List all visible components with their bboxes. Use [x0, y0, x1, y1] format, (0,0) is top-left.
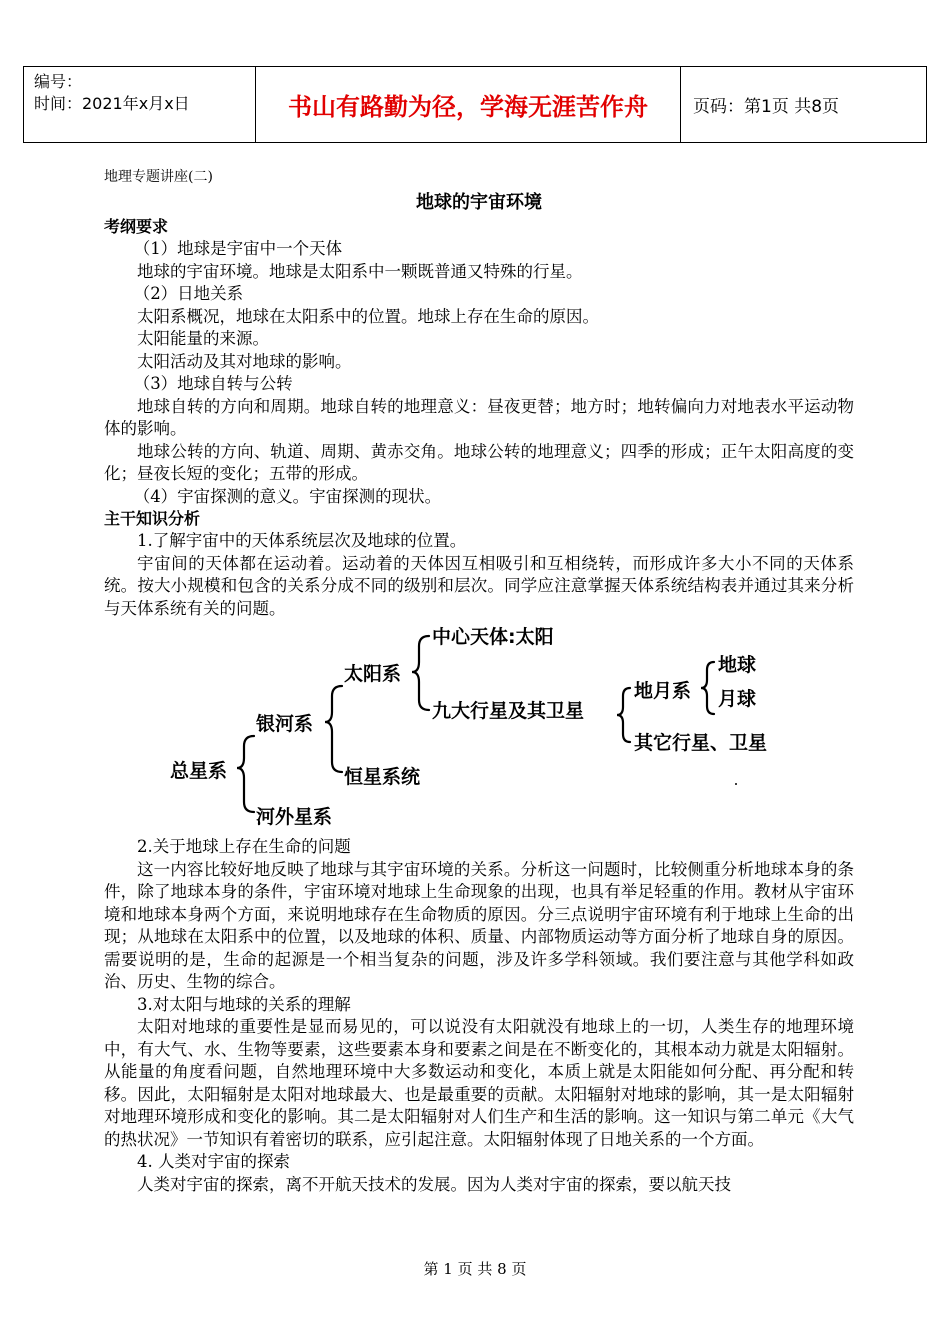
point-2-body: 这一内容比较好地反映了地球与其宇宙环境的关系。分析这一问题时，比较侧重分析地球本身的条件，除了地球本身的条件，宇宙环境对地球上生命现象的出现，也具有举足轻重的作用。教材从宇宙环境和地球本身两个方面，来说明地球存在生命物质的原因。分三点说明宇宙环境有利于地球上生命的出现；从地球在太阳系中的位置，以及地球的体积、质量、内部物质运动等方面分析了地球自身的原因。需要说明的是，生命的起源是一个相当复杂的问题，涉及许多学科领域。我们要注意与其他学科如政治、历史、生物的综合。: [104, 859, 854, 991]
req-line-9: 地球公转的方向、轨道、周期、黄赤交角。地球公转的地理意义；四季的形成；正午太阳高度的变化；昼夜长短的变化；五带的形成。: [104, 441, 854, 483]
point-1-title: 1.了解宇宙中的天体系统层次及地球的位置。: [137, 531, 467, 550]
node-stellar-systems: 恒星系统: [344, 766, 421, 788]
point-3-body: 太阳对地球的重要性是显而易见的，可以说没有太阳就没有地球上的一切，人类生存的地理环境中，有大气、水、生物等要素，这些要素本身和要素之间是在不断变化的，其根本动力就是太阳辐射。从能量的角度看问题，自然地理环境中大多数运动和变化，本质上就是太阳能如何分配、再分配和转移。因此，太阳辐射是太阳对地球最大、也是最重要的贡献。太阳辐射对地球的影响，其一是太阳辐射对地理环境形成和变化的影响。其二是太阳辐射对人们生产和生活的影响。这一知识与第二单元《大气的热状况》一节知识有着密切的联系，应引起注意。太阳辐射体现了日地关系的一个方面。: [104, 1017, 854, 1149]
node-earth: 地球: [718, 654, 757, 676]
date-label: 时间：2021年x月x日: [34, 94, 190, 113]
section-heading-requirements: 考纲要求: [104, 217, 169, 236]
req-line-7: （3）地球自转与公转: [133, 374, 293, 393]
req-line-10: （4）宇宙探测的意义。宇宙探测的现状。: [133, 486, 442, 506]
req-line-8: 地球自转的方向和周期。地球自转的地理意义：昼夜更替；地方时；地转偏向力对地表水平运动物体的影响。: [104, 396, 854, 438]
node-moon: 月球: [718, 688, 757, 710]
req-line-1: （1）地球是宇宙中一个天体: [133, 239, 343, 258]
document-title: 地球的宇宙环境: [416, 192, 542, 213]
req-line-2: 地球的宇宙环境。地球是太阳系中一颗既普通又特殊的行星。: [137, 261, 583, 281]
celestial-system-diagram: [104, 622, 854, 836]
header-page-label: 页码：第1页 共8页: [693, 97, 840, 117]
point-2-title: 2.关于地球上存在生命的问题: [137, 837, 351, 856]
req-line-4: 太阳系概况，地球在太阳系中的位置。地球上存在生命的原因。: [137, 306, 599, 326]
code-label: 编号：: [34, 72, 83, 91]
series-title: 地理专题讲座(二): [104, 169, 213, 185]
point-4-body: 人类对宇宙的探索，离不开航天技术的发展。因为人类对宇宙的探索，要以航天技: [137, 1174, 731, 1194]
node-universe: 总星系: [170, 760, 228, 782]
node-milky-way: 银河系: [256, 713, 314, 735]
node-solar-system: 太阳系: [344, 663, 402, 685]
point-1-body: 宇宙间的天体都在运动着。运动着的天体因互相吸引和互相绕转，而形成许多大小不同的天体系统。按大小规模和包含的关系分成不同的级别和层次。同学应注意掌握天体系统结构表并通过其来分析与天体系统有关的问题。: [104, 553, 854, 618]
document-body: [104, 164, 854, 1196]
node-extragalactic: 河外星系: [256, 806, 333, 828]
header-motto: 书山有路勤为径，学海无涯苦作舟: [256, 67, 681, 142]
req-line-5: 太阳能量的来源。: [137, 329, 269, 348]
node-earth-moon: 地月系: [634, 680, 692, 702]
node-other-planets: 其它行星、卫星: [634, 732, 768, 754]
page-footer: 第 1 页 共 8 页: [423, 1260, 527, 1278]
point-4-title: 4. 人类对宇宙的探索: [137, 1152, 290, 1171]
point-3-title: 3.对太阳与地球的关系的理解: [137, 994, 351, 1014]
header-meta: [24, 67, 256, 142]
req-line-3: （2）日地关系: [133, 284, 244, 303]
node-central-body: 中心天体:太阳: [432, 626, 554, 648]
page-header: [23, 66, 927, 143]
req-line-6: 太阳活动及其对地球的影响。: [137, 351, 352, 371]
node-planets: 九大行星及其卫星: [432, 700, 585, 722]
section-heading-analysis: 主干知识分析: [104, 509, 201, 528]
